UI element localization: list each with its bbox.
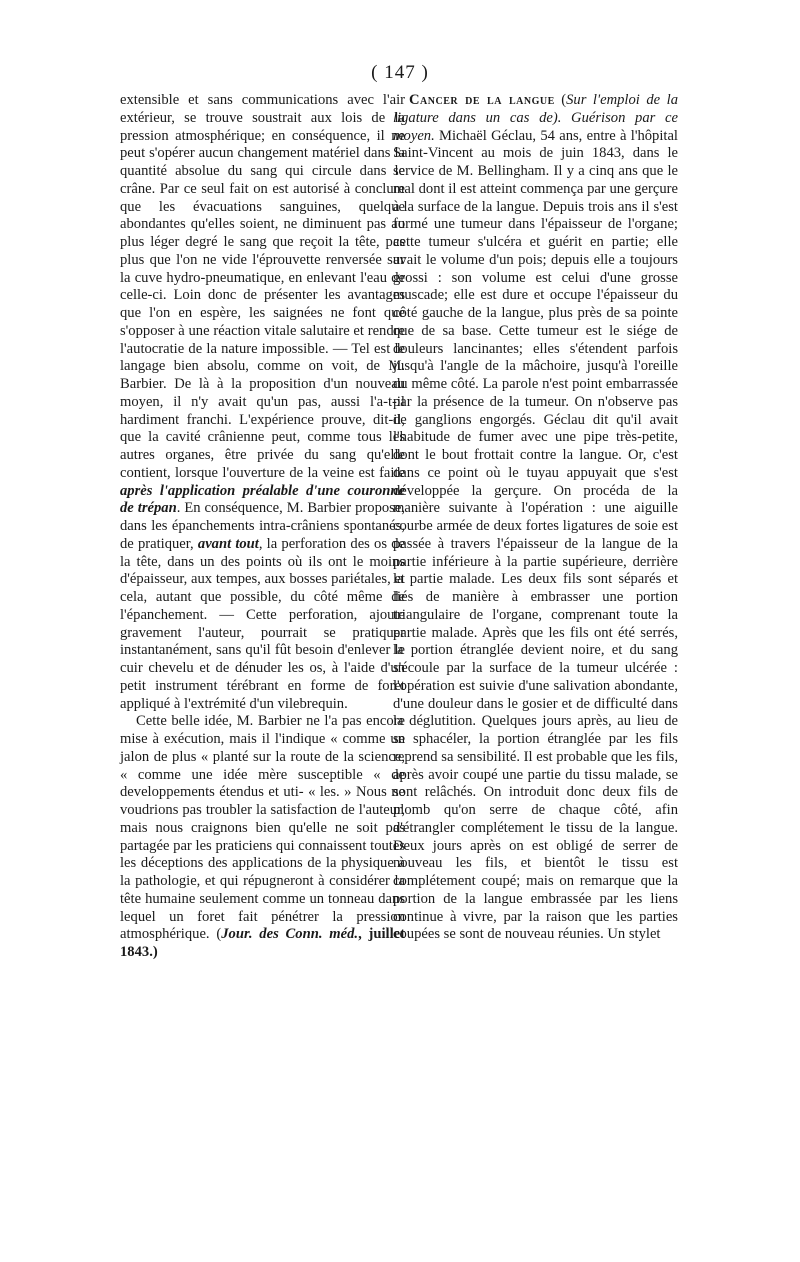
right-column [393,92,678,944]
page-number: ( 147 ) [371,62,429,83]
citation-date: , juillet 1843.) [120,926,405,960]
article-subtitle: Sur l'emploi de la ligature dans un cas de). Guérison par ce moyen. [393,92,678,144]
article-body: Michaël Géclau, 54 ans, entre à l'hôpital Saint-Vincent au mois de juin 1843, dans le service de M. Bellingham. Il y a cinq ans que le mal dont il est atteint commença par une gerçure à la surface de la langue. Depuis trois ans il s'est formé une tumeur dans l'épaisseur de l'organe; cette tumeur s'ulcéra et guérit en partie; elle avait le volume d'un pois; depuis elle a toujours grossi : son volume est celui d'une grosse muscade; elle est dure et occupe l'épaisseur du côté gauche de la langue, plus près de sa pointe que de sa base. Cette tumeur est le siége de douleurs lancinantes; elles s'étendent parfois jusqu'à l'angle de la mâchoire, jusqu'à l'oreille du même côté. La parole n'est point embarrassée par la présence de la tumeur. On n'observe pas de ganglions engorgés. Géclau dit qu'il avait l'habitude de fumer avec une pipe très-petite, dont le bout frottait contre la langue. Or, c'est dans ce point où le tuyau appuyait que s'est développée la gerçure. On procéda de la manière suivante à l'opération : une aiguille courbe armée de deux fortes ligatures de soie est passée à travers l'épaisseur de la langue de la partie inférieure à la partie supérieure, derrière la partie malade. Les deux fils sont séparés et liés de manière à embrasser une portion triangulaire de l'organe, comprenant toute la partie malade. Après que les fils ont été serrés, la portion étranglée devient noire, et du sang s'écoule par la surface de la tumeur ulcérée : l'opération est suivie d'une salivation abondante, d'une douleur dans le gosier et de difficulté dans la déglutition. Quelques jours après, au lieu de se sphacéler, la portion étranglée par les fils reprend sa sensibilité. Il est probable que les fils, après avoir coupé une partie du tissu malade, se sont relâchés. On introduit donc deux fils de plomb qu'on serre de chaque côté, afin d'étrangler complétement le tissu de la langue. Deux jours après on est obligé de serrer de nouveau les fils, et bientôt le tissu est complétement coupé; mais on remarque que la portion de la langue embrassée par les liens continue à vivre, par la raison que les parties coupées se sont de nouveau réunies. Un stylet [393,127,678,943]
citation-source: Jour. des Conn. méd. [221,926,359,943]
article-title: Cancer de la langue [409,92,555,108]
emphasis-trepan: après l'application préalable d'une couronne de trépan [120,482,405,517]
article-cancer-langue: Cancer de la langue (Sur l'emploi de la ligature dans un cas de). Guérison par ce moyen. Michaël Géclau, 54 ans, entre à l'hôpital Saint-Vincent au mois de juin 1843, dans le service de M. Bellingham. Il y a cinq ans que le mal dont il est atteint commença par une gerçure à la surface de la langue. Depuis trois ans il s'est formé une tumeur dans l'épaisseur de l'organe; cette tumeur s'ulcéra et guérit en partie; elle avait le volume d'un pois; depuis elle a toujours grossi : son volume est celui d'une grosse muscade; elle est dure et occupe l'épaisseur du côté gauche de la langue, plus près de sa pointe que de sa base. Cette tumeur est le siége de douleurs lancinantes; elles s'étendent parfois jusqu'à l'angle de la mâchoire, jusqu'à l'oreille du même côté. La parole n'est point embarrassée par la présence de la tumeur. On n'observe pas de ganglions engorgés. Géclau dit qu'il avait l'habitude de fumer avec une pipe très-petite, dont le bout frottait contre la langue. Or, c'est dans ce point où le tuyau appuyait que s'est développée la gerçure. On procéda de la manière suivante à l'opération : une aiguille courbe armée de deux fortes ligatures de soie est passée à travers l'épaisseur de la langue de la partie inférieure à la partie supérieure, derrière la partie malade. Les deux fils sont séparés et liés de manière à embrasser une portion triangulaire de l'organe, comprenant toute la partie malade. Après que les fils ont été serrés, la portion étranglée devient noire, et du sang s'écoule par la surface de la tumeur ulcérée : l'opération est suivie d'une salivation abondante, d'une douleur dans le gosier et de difficulté dans la déglutition. Quelques jours après, au lieu de se sphacéler, la portion étranglée par les fils reprend sa sensibilité. Il est probable que les fils, après avoir coupé une partie du tissu malade, se sont relâchés. On introduit donc deux fils de plomb qu'on serre de chaque côté, afin d'étrangler complétement le tissu de la langue. Deux jours après on est obligé de serrer de nouveau les fils, et bientôt le tissu est complétement coupé; mais on remarque que la portion de la langue embrassée par les liens continue à vivre, par la raison que les parties coupées se sont de nouveau réunies. Un stylet [393,92,678,943]
left-column [120,92,405,962]
paragraph-barbier-conclusion: Cette belle idée, M. Barbier ne l'a pas encore mise à exécution, mais il l'indique « comme un jalon de plus « planté sur la route de la science, « comme une idée mère susceptible « de developpements étendus et uti- « les. » Nous ne voudrions pas troubler la satisfaction de l'auteur, mais nous craignons bien qu'elle ne soit pas partagée par les praticiens qui connaissent toutes les déceptions des applications de la physique à la pathologie, et qui répugneront à considérer la tête humaine seulement comme un tonneau dans lequel un foret fait pénétrer la pression atmosphérique. (Jour. des Conn. méd., juillet 1843.) [120,713,405,960]
emphasis-avant-tout: avant tout [197,535,259,552]
paragraph-barbier-critique: extensible et sans communications avec l'air extérieur, se trouve soustrait aux lois de la pression atmosphérique; en conséquence, il ne peut s'opérer aucun changement matériel dans la quantité absolue du sang qui circule dans le crâne. Par ce seul fait on est autorisé à conclure que les évacuations sanguines, quelque abondantes qu'elles soient, ne diminuent pas au plus léger degré le sang que reçoit la tête, pas plus que l'on ne vide l'éprouvette renversée sur la cuve hydro-pneumatique, en enlevant l'eau de celle-ci. Loin donc de présenter les avantages que l'on en espère, les saignées ne font que s'opposer à une réaction vitale salutaire et rendre l'autocratie de la nature impossible. — Tel est le langage bien absolu, comme on voit, de M. Barbier. De là à la proposition d'un nouveau moyen, il n'y avait qu'un pas, aussi l'a-t-il hardiment franchi. L'expérience prouve, dit-il, que la cavité crânienne peut, comme tous les autres organes, être privée du sang qu'elle contient, lorsque l'ouverture de la veine est faite après l'application préalable d'une couronne de trépan. En conséquence, M. Barbier propose, dans les épanchements intra-crâniens spontanés, de pratiquer, avant tout, la perforation des os de la tête, dans un des points où ils ont le moins d'épaisseur, aux tempes, aux bosses pariétales, et cela, autant que possible, du côté même de l'épanchement. — Cette perforation, ajoute gravement l'auteur, pourrait se pratiquer instantanément, sans qu'il fût besoin d'enlever le cuir chevelu et de dénuder les os, à l'aide d'un petit instrument térébrant en forme de foret appliqué à l'extrémité d'un vilebrequin. [120,92,405,712]
